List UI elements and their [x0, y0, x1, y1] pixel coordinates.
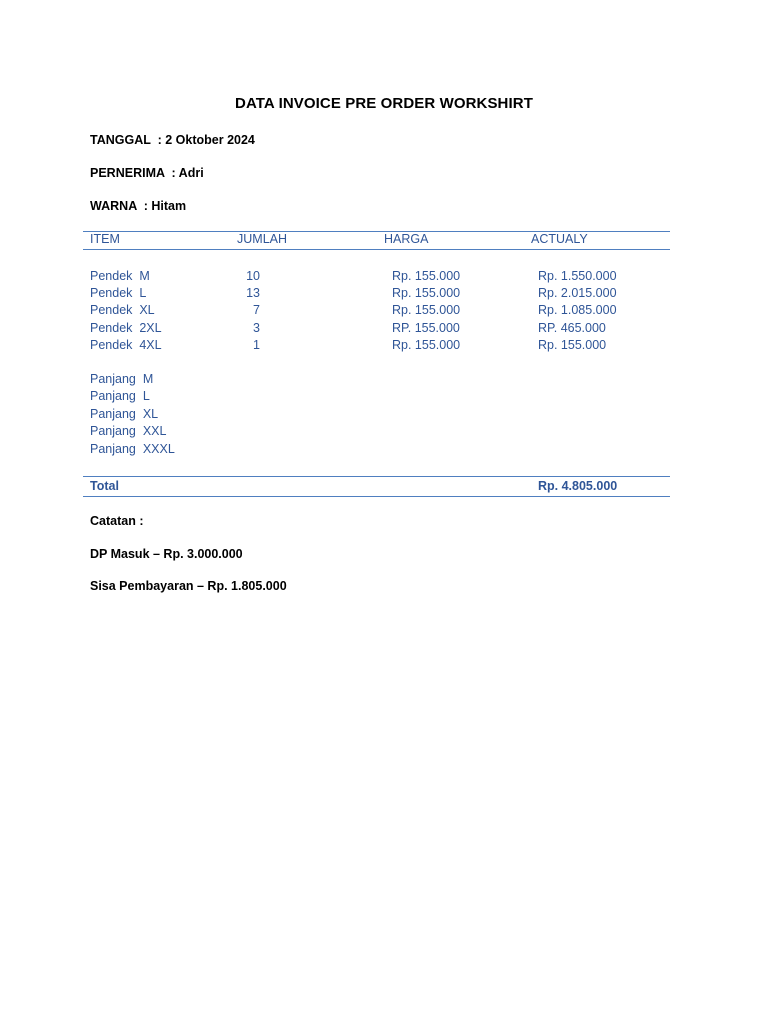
- meta-label: PERNERIMA: [90, 166, 165, 180]
- notes-sisa-pembayaran: Sisa Pembayaran – Rp. 1.805.000: [90, 579, 287, 593]
- meta-value: 2 Oktober 2024: [165, 133, 255, 147]
- total-top-rule: [83, 476, 670, 477]
- table-row: [83, 442, 670, 459]
- cell-harga: RP. 155.000: [392, 321, 460, 335]
- cell-harga: Rp. 155.000: [392, 303, 461, 317]
- cell-jumlah: 3: [253, 321, 260, 335]
- table-header-rule: [83, 249, 670, 250]
- notes-dp-masuk: DP Masuk – Rp. 3.000.000: [90, 547, 243, 561]
- meta-value: Adri: [178, 166, 204, 180]
- notes-catatan: Catatan :: [90, 514, 144, 528]
- cell-jumlah: 10: [246, 269, 260, 283]
- header-item: ITEM: [90, 232, 120, 246]
- table-row: [83, 321, 670, 338]
- header-harga: HARGA: [384, 232, 429, 246]
- table-header-row: [83, 232, 670, 250]
- header-actualy: ACTUALY: [531, 232, 588, 246]
- total-value: Rp. 4.805.000: [538, 479, 618, 493]
- table-row: [83, 338, 670, 355]
- cell-actualy: Rp. 2.015.000: [538, 286, 617, 300]
- cell-item: Panjang XXL: [90, 424, 167, 438]
- cell-actualy: Rp. 155.000: [538, 338, 607, 352]
- cell-actualy: Rp. 1.550.000: [538, 269, 617, 283]
- table-row: [83, 389, 670, 406]
- meta-sep: :: [136, 199, 152, 213]
- meta-label: TANGGAL: [90, 133, 151, 147]
- page-title: DATA INVOICE PRE ORDER WORKSHIRT: [235, 95, 533, 112]
- total-row: [83, 479, 670, 497]
- cell-item: Panjang XL: [90, 407, 159, 421]
- cell-harga: Rp. 155.000: [392, 286, 461, 300]
- meta-value: Hitam: [151, 199, 187, 213]
- meta-penerima: [90, 166, 204, 180]
- meta-sep: :: [164, 166, 179, 180]
- total-bottom-rule: [83, 496, 670, 497]
- total-label: Total: [90, 479, 119, 493]
- cell-item: Pendek L: [90, 286, 147, 300]
- meta-label: WARNA: [90, 199, 137, 213]
- cell-item: Panjang M: [90, 372, 154, 386]
- meta-tanggal: [90, 133, 255, 147]
- cell-harga: Rp. 155.000: [392, 338, 461, 352]
- cell-item: Pendek 2XL: [90, 321, 162, 335]
- meta-sep: :: [150, 133, 166, 147]
- cell-item: Panjang XXXL: [90, 442, 175, 456]
- cell-item: Pendek 4XL: [90, 338, 162, 352]
- table-row: [83, 407, 670, 424]
- cell-item: Panjang L: [90, 389, 150, 403]
- cell-actualy: Rp. 1.085.000: [538, 303, 617, 317]
- table-row: [83, 286, 670, 303]
- cell-jumlah: 1: [253, 338, 260, 352]
- cell-jumlah: 13: [246, 286, 260, 300]
- cell-actualy: RP. 465.000: [538, 321, 606, 335]
- table-row: [83, 424, 670, 441]
- meta-warna: [90, 199, 186, 213]
- cell-item: Pendek XL: [90, 303, 155, 317]
- table-row: [83, 303, 670, 320]
- cell-jumlah: 7: [253, 303, 260, 317]
- table-row: [83, 269, 670, 286]
- cell-harga: Rp. 155.000: [392, 269, 461, 283]
- table-row: [83, 372, 670, 389]
- cell-item: Pendek M: [90, 269, 150, 283]
- header-jumlah: JUMLAH: [237, 232, 288, 246]
